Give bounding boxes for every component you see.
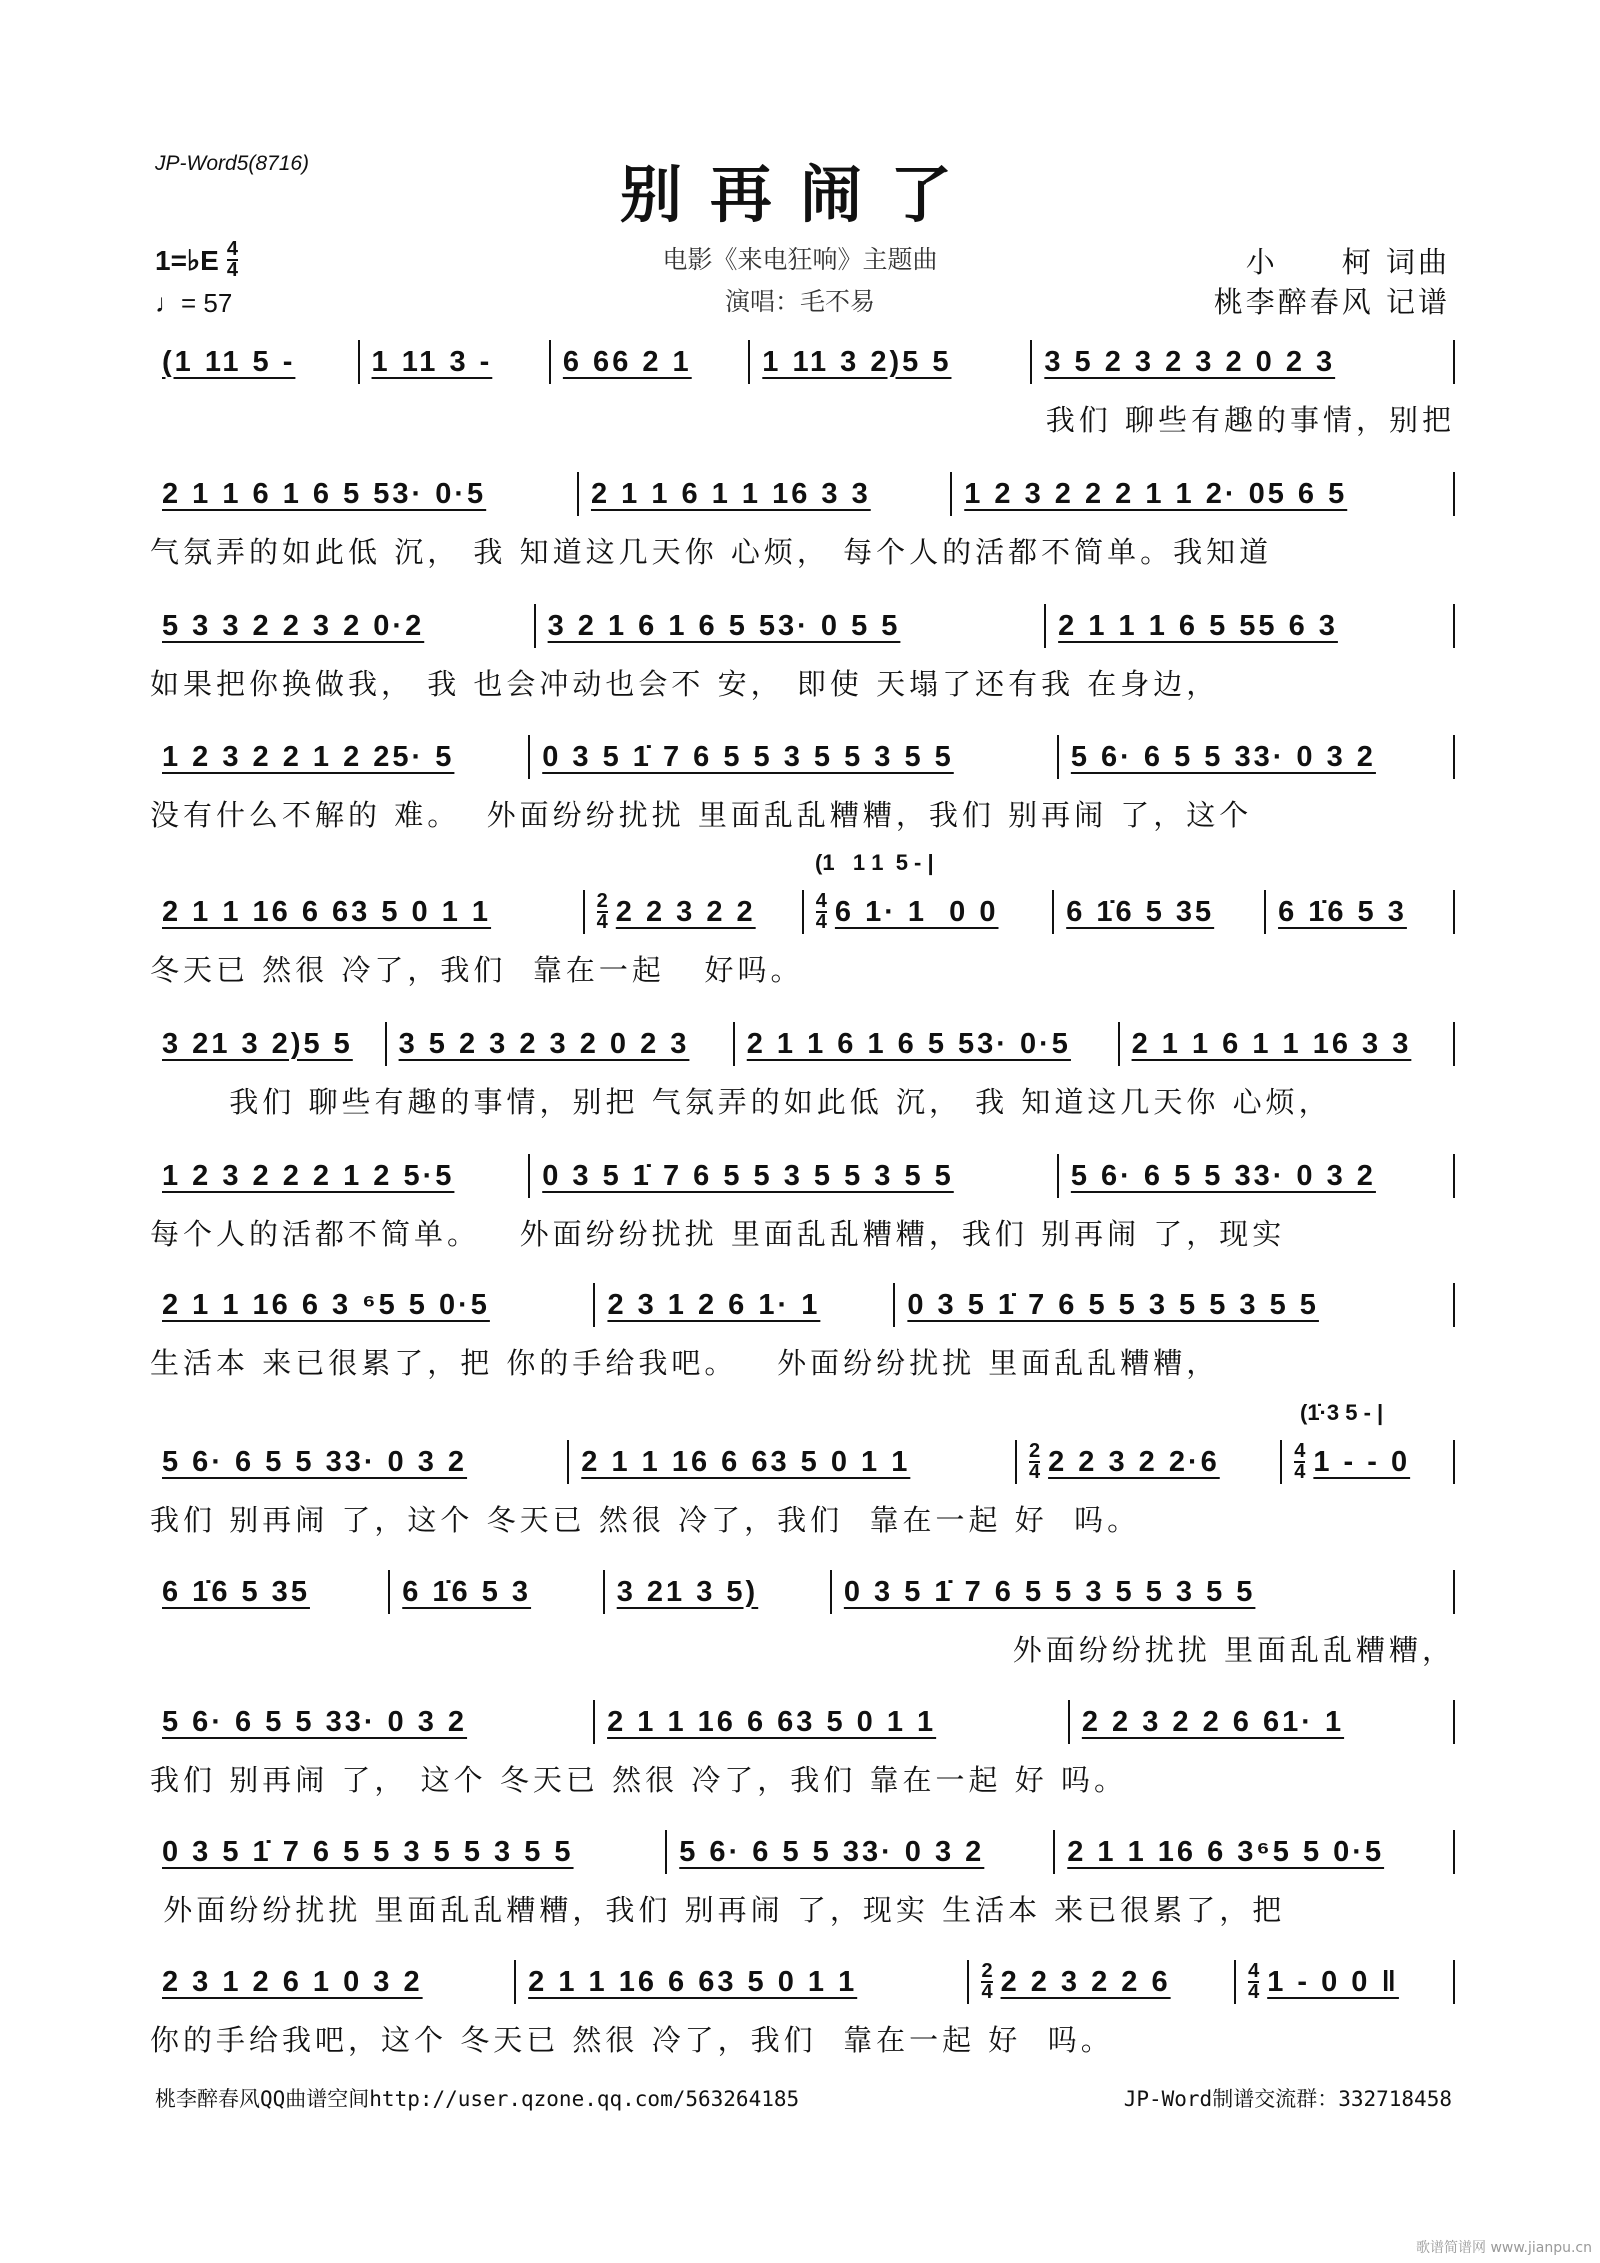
measure [802,890,1052,934]
measure-notes: 6 1· 1 0 0 [834,895,999,928]
notes-row [150,604,1455,648]
lyric-line: 生活本 来已很累了，把 你的手给我吧。 外面纷纷扰扰 里面乱乱糟糟， [150,1346,1220,1380]
measure-notes: 1 11 3 2)5 5 [762,345,952,378]
notes-row [150,1022,1455,1066]
measure [150,735,528,779]
measure-notes: 2 1 1 16 6 3 ⁶5 5 0·5 [162,1288,490,1321]
lyric-line: 如果把你换做我， 我 也会冲动也会不 安， 即使 天塌了还有我 在身边， [150,667,1220,701]
measure [150,340,358,384]
measure [593,1283,893,1327]
score-line [150,1400,1455,1539]
measure-notes: 5 6· 6 5 5 33· 0 3 2 [1070,1159,1376,1192]
measure [150,890,583,934]
time-signature-change: $\frac{4}{4}$ [1248,1960,1260,2003]
measure [950,472,1453,516]
measure-notes: 2 2 3 2 2·6 [1048,1445,1220,1478]
measure [150,1960,514,2004]
score-line [150,1022,1455,1121]
measure-notes: 0 3 5 1̇ 7 6 5 5 3 5 5 3 5 5 [843,1575,1256,1608]
notes-row [150,1440,1455,1484]
measure [1068,1700,1453,1744]
measure [528,735,1057,779]
measure [150,604,534,648]
measure-notes: 2 2 3 2 2 [615,895,756,928]
measure [528,1154,1057,1198]
measure [1057,735,1453,779]
measure [967,1960,1234,2004]
measure [150,1283,593,1327]
measure [748,340,1030,384]
notes-row [150,1283,1455,1327]
score-line [150,735,1455,834]
notes-row [150,1570,1455,1614]
measure [549,340,748,384]
notes-row [150,735,1455,779]
measure-notes: 2 1 1 16 6 63 5 0 1 1 [162,895,492,928]
alternate-notes: (1̇·3 5 - | [1300,1400,1384,1425]
measure [1052,890,1264,934]
measure-notes: 0 3 5 1̇ 7 6 5 5 3 5 5 3 5 5 [162,1835,574,1868]
measure [358,340,549,384]
score-line [150,1960,1455,2059]
lyric-line: 你的手给我吧，这个 冬天已 然很 冷了，我们 靠在一起 好 吗。 [150,2023,1114,2057]
singer: 演唱：毛不易 [724,287,875,316]
notes-row [150,1154,1455,1198]
measure-notes: 2 1 1 6 1 6 5 53· 0·5 [746,1027,1071,1060]
lyric-line: 每个人的活都不简单。 外面纷纷扰扰 里面乱乱糟糟，我们 别再闹 了，现实 [150,1217,1286,1251]
measure [1053,1830,1453,1874]
measure-notes: 5 6· 6 5 5 33· 0 3 2 [162,1705,468,1738]
measure [514,1960,967,2004]
measure-notes: 1 2 3 2 2 2 1 1 2· 05 6 5 [964,477,1348,510]
lyric-line: 外面纷纷扰扰 里面乱乱糟糟，我们 别再闹 了，现实 生活本 来已很累了，把 [150,1893,1286,1927]
measure-notes: 1 2 3 2 2 2 1 2 5·5 [162,1159,455,1192]
measure-notes: 2 2 3 2 2 6 [1000,1965,1171,1998]
measure-notes: 2 3 1 2 6 1 0 3 2 [162,1965,423,1998]
measure [150,1154,528,1198]
measure-notes: 3 2 1 6 1 6 5 53· 0 5 5 [547,609,901,642]
lyric-line: 我们 别再闹 了， 这个 冬天已 然很 冷了，我们 靠在一起 好 吗。 [150,1763,1127,1797]
measure-notes: (1 11 5 - [162,345,296,378]
measure [893,1283,1453,1327]
score-line [150,472,1455,571]
measure [1044,604,1453,648]
time-signature-change: $\frac{4}{4}$ [815,890,827,933]
footer-right: JP-Word制谱交流群：332718458 [1123,2087,1452,2111]
measure [150,472,577,516]
measure-notes: 6 1̇6 5 35 [1066,895,1215,928]
time-signature-change: $\frac{4}{4}$ [1294,1440,1306,1483]
measure [1030,340,1453,384]
notes-row [150,1960,1455,2004]
measure [1264,890,1453,934]
measure-notes: 3 5 2 3 2 3 2 0 2 3 [1044,345,1336,378]
measure [150,1570,388,1614]
measure-notes: 6 66 2 1 [562,345,692,378]
footer-left: 桃李醉春风QQ曲谱空间http://user.qzone.qq.com/563264185 [155,2087,800,2111]
measure [733,1022,1118,1066]
notes-row [150,890,1455,934]
measure-notes: 0 3 5 1̇ 7 6 5 5 3 5 5 3 5 5 [907,1288,1319,1321]
score-line [150,1283,1455,1382]
measure [603,1570,830,1614]
measure-notes: 1 - 0 0 ‖ [1267,1965,1399,1998]
measure-notes: 2 1 1 6 1 6 5 53· 0·5 [162,477,487,510]
measure [150,1440,567,1484]
measure-notes: 3 21 3 5) [616,1575,759,1608]
score-line [150,1830,1455,1929]
score-line [150,340,1455,439]
score-line [150,850,1455,989]
measure [1015,1440,1280,1484]
measure-notes: 5 6· 6 5 5 33· 0 3 2 [1070,740,1376,773]
measure [150,1700,593,1744]
lyric-line: 气氛弄的如此低 沉， 我 知道这几天你 心烦， 每个人的活都不简单。我知道 [150,535,1273,569]
time-signature: $\frac{4}{4}$ [226,238,238,281]
measure-notes: 3 5 2 3 2 3 2 0 2 3 [398,1027,690,1060]
song-title: 别再闹了 [619,158,980,231]
score-line [150,604,1455,703]
score-line [150,1570,1455,1669]
measure-notes: 6 1̇6 5 3 [1278,895,1407,928]
measure [150,1830,665,1874]
software-label: JP-Word5(8716) [155,152,310,175]
time-signature-change: $\frac{2}{4}$ [596,890,608,933]
measure [1280,1440,1453,1484]
measure-notes: 2 2 3 2 2 6 61· 1 [1081,1705,1345,1738]
measure [150,1022,385,1066]
measure-notes: 2 1 1 6 1 1 16 3 3 [590,477,871,510]
measure-notes: 5 6· 6 5 5 33· 0 3 2 [162,1445,468,1478]
measure-notes: 3 21 3 2)5 5 [162,1027,353,1060]
measure-notes: 5 3 3 2 2 3 2 0·2 [162,609,425,642]
time-signature-change: $\frac{2}{4}$ [1028,1440,1041,1483]
measure-notes: 2 1 1 6 1 1 16 3 3 [1131,1027,1412,1060]
measure-notes: 1 11 3 - [371,345,493,378]
score-line [150,1700,1455,1799]
measure-notes: 6 1̇6 5 3 [402,1575,532,1608]
measure [1118,1022,1453,1066]
key-label: 1=♭E [155,244,219,276]
watermark: 歌谱简谱网 www.jianpu.cn [1416,2240,1592,2256]
notes-row [150,1830,1455,1874]
lyric-line: 我们 别再闹 了，这个 冬天已 然很 冷了，我们 靠在一起 好 吗。 [150,1503,1141,1537]
notes-row [150,472,1455,516]
time-signature-change: $\frac{2}{4}$ [981,1960,993,2003]
measure [1234,1960,1453,2004]
score-line [150,1154,1455,1253]
measure [830,1570,1453,1614]
measure [388,1570,602,1614]
lyric-line: 外面纷纷扰扰 里面乱乱糟糟， [1012,1633,1455,1667]
lyric-line: 没有什么不解的 难。 外面纷纷扰扰 里面乱乱糟糟，我们 别再闹 了，这个 [150,798,1253,832]
measure-notes: 1 - - 0 [1313,1445,1411,1478]
measure-notes: 6 1̇6 5 35 [162,1575,310,1608]
measure [1057,1154,1453,1198]
measure-notes: 1 2 3 2 2 1 2 25· 5 [162,740,455,773]
measure-notes: 2 3 1 2 6 1· 1 [607,1288,821,1321]
measure-notes: 2 1 1 16 6 63 5 0 1 1 [528,1965,858,1998]
measure [385,1022,733,1066]
measure-notes: 2 1 1 16 6 3⁶5 5 0·5 [1067,1835,1385,1868]
measure-notes: 0 3 5 1̇ 7 6 5 5 3 5 5 3 5 5 [542,740,954,773]
tempo-mark: ♩= 57 [155,288,233,318]
measure [583,890,802,934]
lyric-line: 冬天已 然很 冷了，我们 靠在一起 好吗。 [150,953,804,987]
measure [577,472,950,516]
lyric-line: 我们 聊些有趣的事情，别把 [1045,403,1455,437]
notes-row [150,1700,1455,1744]
measure [665,1830,1053,1874]
measure-notes: 2 1 1 16 6 63 5 0 1 1 [581,1445,911,1478]
alternate-notes: (1 1 1 5 - | [815,850,934,875]
subtitle: 电影《来电狂响》主题曲 [662,245,938,274]
measure-notes: 5 6· 6 5 5 33· 0 3 2 [679,1835,985,1868]
measure-notes: 2 1 1 16 6 63 5 0 1 1 [607,1705,937,1738]
measure-notes: 0 3 5 1̇ 7 6 5 5 3 5 5 3 5 5 [542,1159,954,1192]
measure [567,1440,1015,1484]
composer-credit: 小 柯 词曲 [1245,245,1450,279]
transcriber-credit: 桃李醉春风 记谱 [1213,285,1450,319]
lyric-line: 我们 聊些有趣的事情，别把 气氛弄的如此低 沉， 我 知道这几天你 心烦， [150,1085,1332,1119]
notes-row [150,340,1455,384]
measure-notes: 2 1 1 1 6 5 55 6 3 [1058,609,1338,642]
measure [593,1700,1068,1744]
measure [534,604,1045,648]
